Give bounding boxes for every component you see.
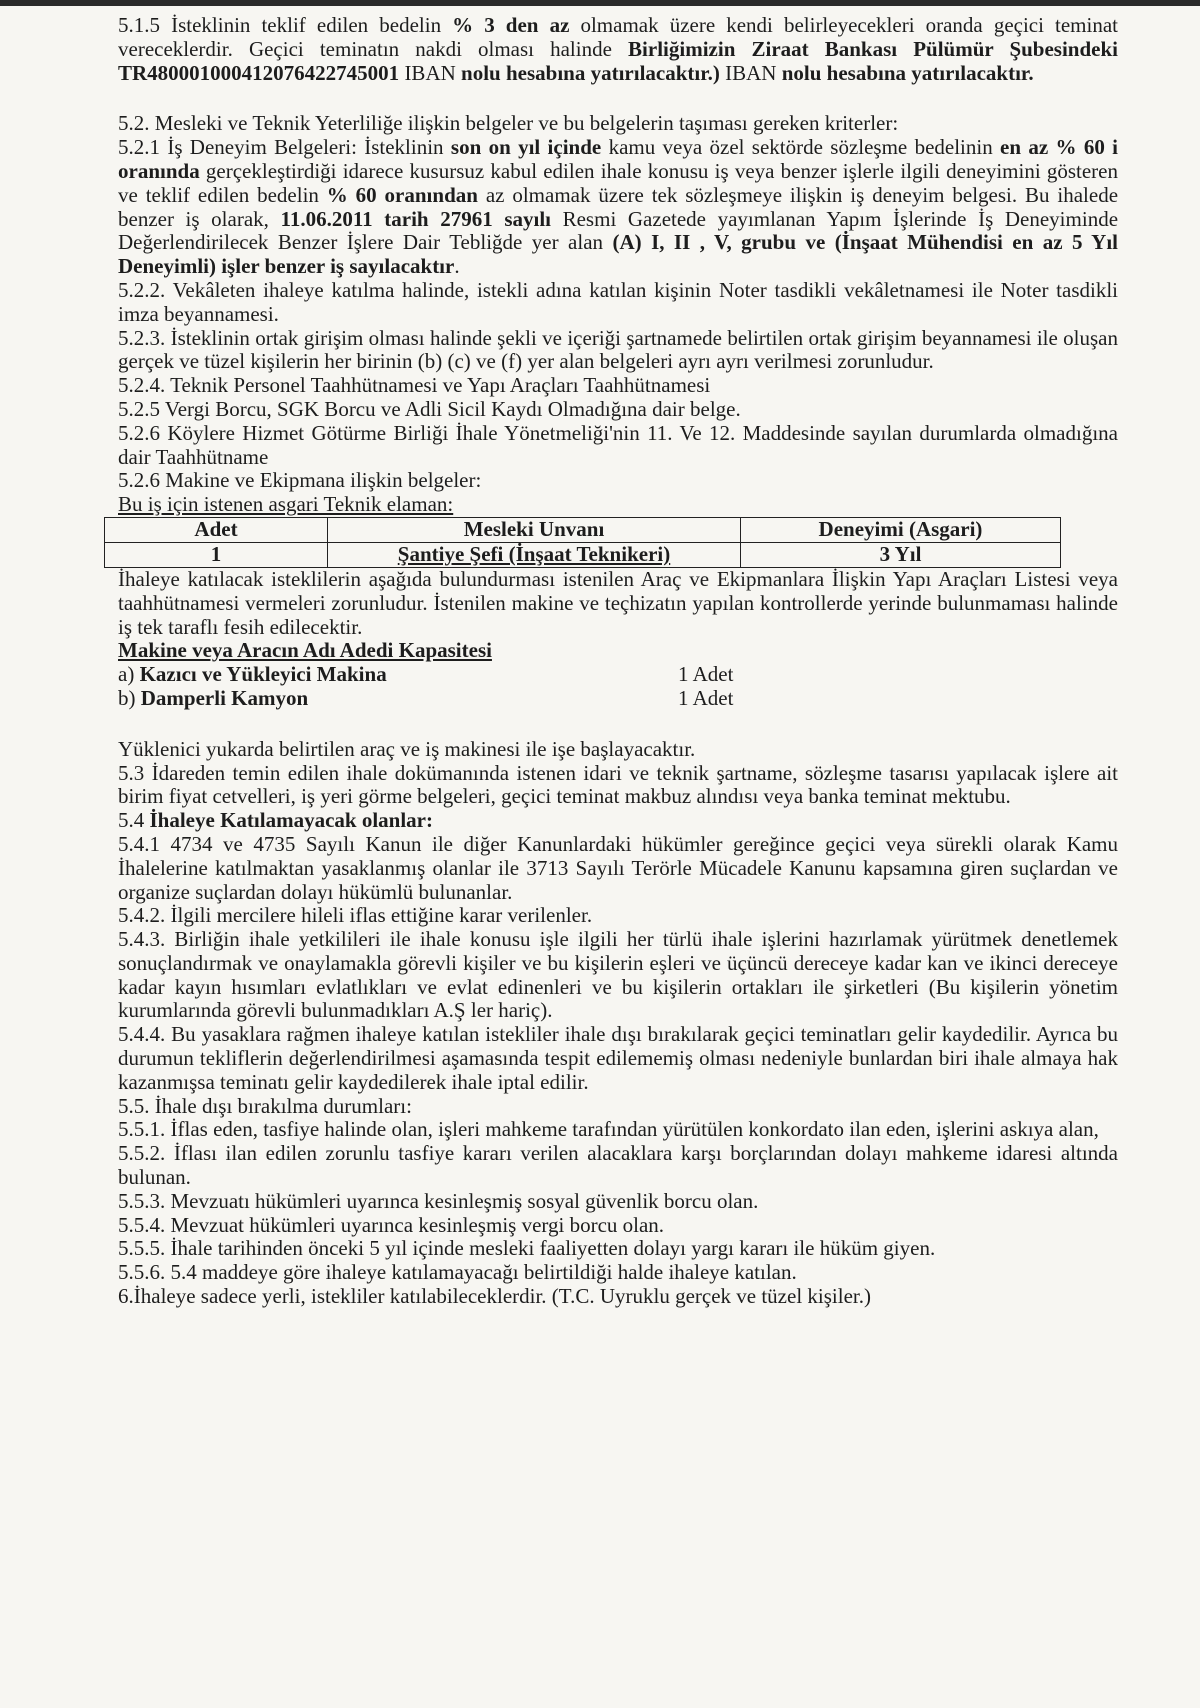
text: 5.2.1 İş Deneyim Belgeleri: İsteklinin bbox=[118, 135, 444, 160]
section-title: İhaleye Katılamayacak olanlar: bbox=[149, 808, 433, 833]
paragraph-5-2-3: 5.2.3. İsteklinin ortak girişim olması halinde şekli ve içeriği şartnamede belirtilen ortak girişim beyannamesi ile oluşan gerçek ve tüzel kişilerin her birinin (b) (c) ve (f) yer alan belgeleri ayrı ayrı verilmesi zorunludur. bbox=[118, 325, 1118, 374]
table-header-row bbox=[105, 517, 1061, 542]
paragraph-5-3: 5.3 İdareden temin edilen ihale dokümanında istenen idari ve teknik şartname, sözleşme tasarısı yapılacak işlere ait birim fiyat cetvelleri, iş yeri görme belgeleri, geçici teminat makbuz alındısı veya banka teminat mektubu. bbox=[118, 760, 1118, 809]
table-row bbox=[105, 542, 1061, 567]
paragraph-6: 6.İhaleye sadece yerli, istekliler katılabileceklerdir. (T.C. Uyruklu gerçek ve tüzel kişiler.) bbox=[118, 1284, 871, 1309]
machine-qty: 1 Adet bbox=[678, 662, 734, 687]
table-cell bbox=[328, 542, 741, 567]
bold-text: % 60 oranından bbox=[326, 182, 478, 207]
document-body bbox=[118, 14, 1118, 1309]
staff-intro bbox=[118, 493, 1118, 517]
machine-list-header bbox=[118, 639, 1118, 663]
paragraph-5-4-3: 5.4.3. Birliğin ihale yetkilileri ile ihale konusu işle ilgili her türlü ihale işlerini hazırlamak yürütmek denetlemek sonuçlandırmak ve onaylamakla görevli kişiler ve bu kişilerin eşleri ve üçüncü dereceye kadar kan ve ikinci dereceye kadar kayın hısımları evlatlıkları ve evlat edinenleri ve bu kişilerin ortakları ile şirketleri (Bu kişilerin yönetim kurumlarında görevli bulunmadıkları A.Ş ler hariç). bbox=[118, 927, 1118, 1023]
table-header: Deneyimi (Asgari) bbox=[741, 517, 1061, 542]
text: IBAN bbox=[404, 60, 456, 85]
bold-text: nolu hesabına yatırılacaktır. bbox=[781, 60, 1034, 85]
section-number: 5.4 bbox=[118, 808, 145, 833]
bold-text: (A) I, II , V, grubu ve (İnşaat Mühendisi en az 5 Yıl Deneyimli) işler benzer iş sayılacaktır bbox=[118, 230, 1118, 279]
list-item bbox=[118, 663, 1118, 687]
section-5-2-heading: 5.2. Mesleki ve Teknik Yeterliliğe ilişkin belgeler ve bu belgelerin taşıması gereken kriterler: bbox=[118, 111, 899, 136]
machine-name bbox=[118, 687, 678, 711]
paragraph-5-2-5: 5.2.5 Vergi Borcu, SGK Borcu ve Adli Sicil Kaydı Olmadığına dair belge. bbox=[118, 396, 741, 421]
paragraph-5-5-6: 5.5.6. 5.4 maddeye göre ihaleye katılamayacağı belirtildiği halde ihaleye katılan. bbox=[118, 1260, 797, 1285]
machine-prefix: a) bbox=[118, 662, 135, 687]
section-5-5-heading: 5.5. İhale dışı bırakılma durumları: bbox=[118, 1093, 412, 1118]
machine-qty: 1 Adet bbox=[678, 685, 734, 710]
machine-name bbox=[118, 663, 678, 687]
table-cell: 1 bbox=[105, 542, 328, 567]
contractor-paragraph: Yüklenici yukarda belirtilen araç ve iş makinesi ile işe başlayacaktır. bbox=[118, 736, 696, 761]
paragraph-5-5-3: 5.5.3. Mevzuatı hükümleri uyarınca kesinleşmiş sosyal güvenlik borcu olan. bbox=[118, 1188, 759, 1213]
paragraph-5-4-2: 5.4.2. İlgili mercilere hileli iflas ettiğine karar verilenler. bbox=[118, 903, 593, 928]
machine-label: Kazıcı ve Yükleyici Makina bbox=[139, 662, 387, 687]
paragraph-5-2-4: 5.2.4. Teknik Personel Taahhütnamesi ve Yapı Araçları Taahhütnamesi bbox=[118, 373, 711, 398]
paragraph-5-5-5: 5.5.5. İhale tarihinden önceki 5 yıl içinde mesleki faaliyetten dolayı yargı kararı ile hüküm giyen. bbox=[118, 1236, 936, 1261]
text: 5.1.5 İsteklinin teklif edilen bedelin bbox=[118, 13, 442, 37]
table-cell: 3 Yıl bbox=[741, 542, 1061, 567]
bold-text: nolu hesabına yatırılacaktır.) bbox=[461, 60, 720, 85]
staff-intro-text: Bu iş için istenen asgari Teknik elaman: bbox=[118, 492, 454, 517]
machine-prefix: b) bbox=[118, 685, 136, 710]
paragraph-5-5-1: 5.5.1. İflas eden, tasfiye halinde olan, işleri mahkeme tarafından yürütülen konkordato ilan eden, işlerini askıya alan, bbox=[118, 1117, 1099, 1142]
paragraph-5-4-4: 5.4.4. Bu yasaklara rağmen ihaleye katılan istekliler ihale dışı bırakılarak geçici teminatları gelir kaydedilir. Ayrıca bu durumun tekliflerin değerlendirilmesi aşamasında tespit edilememiş olması nedeniyle bunlardan biri ihale almaya hak kazanmışsa teminatı gelir kaydedilerek ihale iptal edilir. bbox=[118, 1022, 1118, 1094]
text: gerçekleştirdiği idarece kusursuz kabul edilen ihale konusu iş veya benzer işlerle ilgili deneyimini gösteren ve teklif edilen bedelin bbox=[118, 158, 1119, 207]
bold-text: 11.06.2011 tarih 27961 sayılı bbox=[280, 206, 551, 231]
text: kamu veya özel sektörde sözleşme bedelinin bbox=[608, 135, 993, 160]
table-header: Mesleki Unvanı bbox=[328, 517, 741, 542]
equipment-paragraph: İhaleye katılacak isteklilerin aşağıda bulundurması istenilen Araç ve Ekipmanlara İlişkin Yapı Araçları Listesi veya taahhütnamesi vermeleri zorunludur. İstenilen makine ve teçhizatın yapılan kontrollerde yerinde bulunmaması halinde iş tek taraflı fesih edilecektir. bbox=[118, 566, 1118, 639]
machine-label: Damperli Kamyon bbox=[140, 685, 309, 710]
text: olmamak üzere kendi belirleyecekleri oranda geçici teminat vereceklerdir. Geçici teminatın nakdi olması halinde bbox=[118, 13, 1119, 61]
paragraph-5-2-1: 5.2.1 İş Deneyim Belgeleri: İsteklinin son on yıl içinde kamu veya özel sektörde sözleşme bedelinin en az % 60 i oranında gerçekleştirdiği idarece kusursuz kabul edilen ihale konusu iş veya benzer işlerle ilgili deneyimini gösteren ve teklif edilen bedelin % 60 oranından az olmamak üzere tek sözleşmeye ilişkin iş deneyim belgesi. Bu ihalede benzer iş olarak, 11.06.2011 tarih 27961 sayılı Resmi Gazetede yayımlanan Yapım İşlerinde İş Deneyiminde Değerlendirilecek Benzer İşlere Dair Tebliğde yer alan (A) I, II , V, grubu ve (İnşaat Mühendisi en az 5 Yıl Deneyimli) işler benzer iş sayılacaktır. bbox=[118, 135, 1119, 279]
staff-table bbox=[104, 517, 1061, 568]
bold-text: son on yıl içinde bbox=[450, 135, 602, 160]
bold-text: % 3 den az bbox=[452, 13, 570, 37]
table-header: Adet bbox=[105, 517, 328, 542]
scan-edge bbox=[0, 0, 1200, 6]
paragraph-5-2-6-a: 5.2.6 Köylere Hizmet Götürme Birliği İhale Yönetmeliği'nin 11. Ve 12. Maddesinde sayılan durumlarda olmadığına dair Taahhütname bbox=[118, 420, 1118, 469]
table-cell-text: Şantiye Şefi (İnşaat Teknikeri) bbox=[397, 542, 671, 567]
paragraph-5-2-2: 5.2.2. Vekâleten ihaleye katılma halinde, istekli adına katılan kişinin Noter tasdikli vekâletnamesi ile Noter tasdikli imza beyannamesi. bbox=[118, 277, 1118, 326]
bold-text: en az % 60 i oranında bbox=[118, 135, 1118, 183]
paragraph-5-2-6-b: 5.2.6 Makine ve Ekipmana ilişkin belgeler: bbox=[118, 468, 482, 493]
paragraph-5-4-1: 5.4.1 4734 ve 4735 Sayılı Kanun ile diğer Kanunlardaki hükümler gereğince geçici veya sürekli olarak Kamu İhalelerine katılmaktan yasaklanmış olanlar ile 3713 Sayılı Terörle Mücadele Kanunu kapsamına giren suçlardan ve organize suçlardan dolayı hükümlü bulunanlar. bbox=[118, 831, 1118, 904]
machine-header-text: Makine veya Aracın Adı Adedi Kapasitesi bbox=[118, 638, 492, 663]
bold-iban-text: Birliğimizin Ziraat Bankası Pülümür Şubesindeki TR480001000412076422745001 bbox=[118, 36, 1119, 85]
text: IBAN bbox=[725, 60, 777, 85]
list-item bbox=[118, 687, 1118, 711]
text: az olmamak üzere tek sözleşmeye ilişkin iş deneyim belgesi. Bu ihalede benzer iş olarak, bbox=[118, 182, 1119, 231]
text: Resmi Gazetede yayımlanan Yapım İşlerinde İş Deneyiminde Değerlendirilecek Benzer İşlere Dair Tebliğde yer alan bbox=[118, 206, 1119, 255]
paragraph-5-5-4: 5.5.4. Mevzuat hükümleri uyarınca kesinleşmiş vergi borcu olan. bbox=[118, 1212, 665, 1237]
section-5-4-heading bbox=[118, 809, 1118, 833]
paragraph-5-1-5 bbox=[118, 14, 1118, 85]
paragraph-5-5-2: 5.5.2. İflası ilan edilen zorunlu tasfiye kararı verilen alacaklara karşı borçlarından dolayı mahkeme idaresi altında bulunan. bbox=[118, 1141, 1118, 1190]
